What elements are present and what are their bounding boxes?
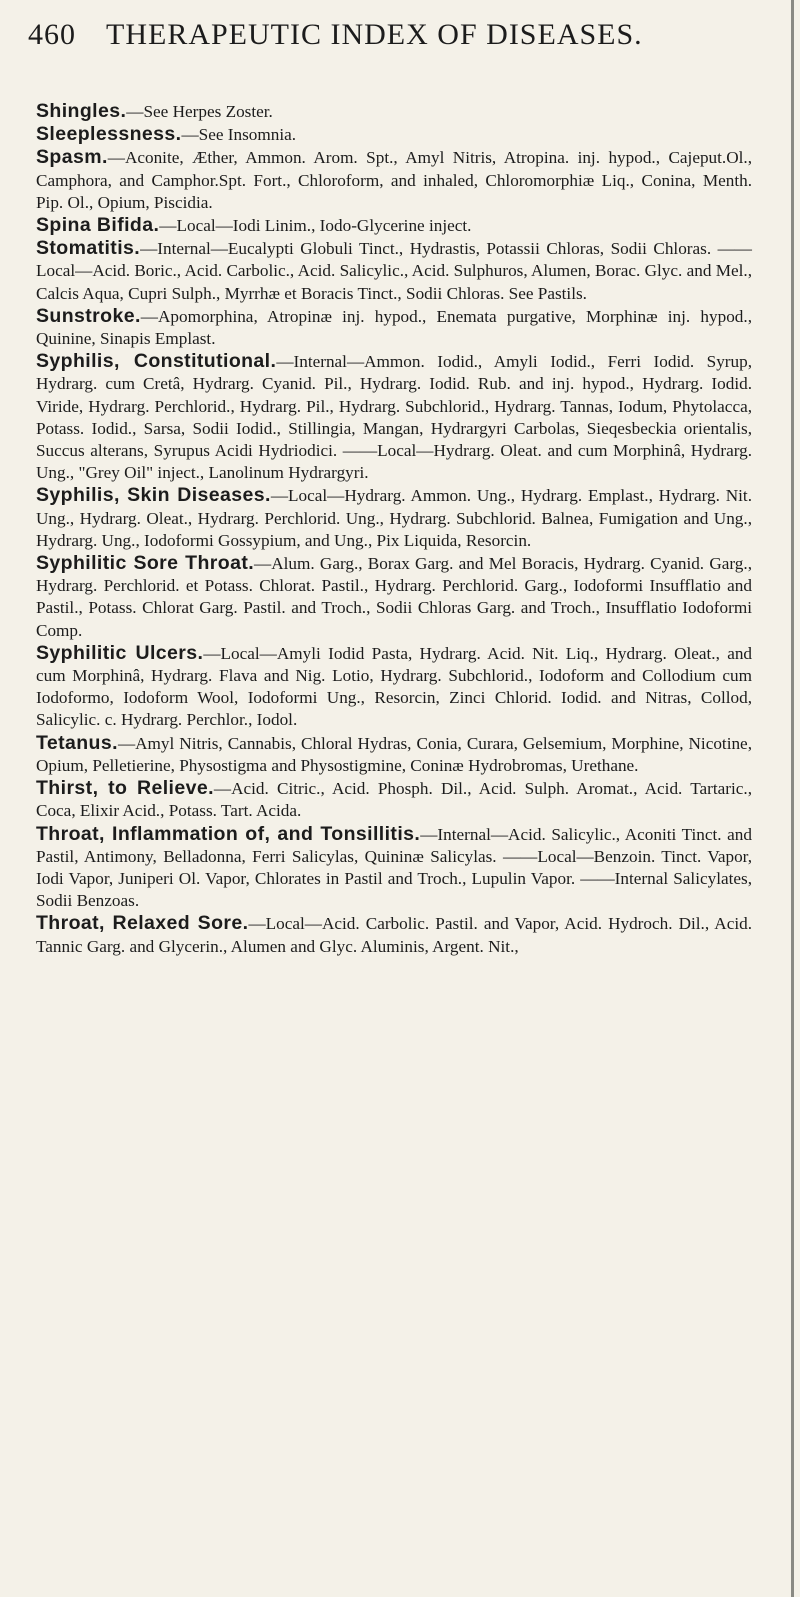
running-title: THERAPEUTIC INDEX OF DISEASES. <box>106 18 643 51</box>
index-entry <box>36 237 752 305</box>
entry-term: Stomatitis. <box>36 237 141 260</box>
entry-term: Syphilis, Skin Diseases. <box>36 484 271 507</box>
entry-text: —Acid. Citric., Acid. Phosph. Dil., Acid. Sulph. Aromat., Acid. Tartaric., Coca, Elixir Acid., Potass. Tart. Acida. <box>36 779 752 821</box>
index-entry <box>36 305 752 350</box>
entry-term: Syphilis, Constitutional. <box>36 350 277 373</box>
page-edge-rule <box>791 0 794 1597</box>
index-entry <box>36 123 752 146</box>
index-entry <box>36 732 752 777</box>
entry-text: —Apomorphina, Atropinæ inj. hypod., Enemata purgative, Morphinæ inj. hypod., Quinine, Sinapis Emplast. <box>36 306 752 349</box>
entry-term: Shingles. <box>36 100 127 122</box>
entry-text: —Amyl Nitris, Cannabis, Chloral Hydras, Conia, Curara, Gelsemium, Morphine, Nicotine, Opium, Pelletierine, Physostigma and Physostigmine, Coninæ Hydrobromas, Urethane. <box>36 733 752 775</box>
entry-term: Spina Bifida. <box>36 214 160 237</box>
entry-text: —Internal—Acid. Salicylic., Aconiti Tinct. and Pastil, Antimony, Belladonna, Ferri Salicylas, Quininæ Salicylas. ——Local—Benzoin. Tinct. Vapor, Iodi Vapor, Juniperi Ol. Vapor, Chlorates in Pastil and Troch., Lupulin Vapor. ——Internal Salicylates, Sodii Benzoas. <box>36 824 752 911</box>
entry-text: —See Insomnia. <box>181 125 297 145</box>
entry-text: —Internal—Ammon. Iodid., Amyli Iodid., Ferri Iodid. Syrup, Hydrarg. cum Cretâ, Hydrarg. Cyanid. Pil., Hydrarg. Iodid. Rub. and inj. hypod., Hydrarg. Iodid. Viride, Hydrarg. Perchlorid., Hydrarg. Pil., Hydrarg. Subchlorid., Hydrarg. Tannas, Iodum, Phytolacca, Potass. Iodid., Sarsa, Sodii Iodid., Stillingia, Mangan, Hydrargyri Carbolas, Sieqesbeckia orientalis, Succus alterans, Syrupus Acidi Hydriodici. ——Local—Hydrarg. Oleat. and cum Morphinâ, Hydrarg. Ung., "Grey Oil" inject., Lanolinum Hydrargyri. <box>36 352 752 483</box>
entry-text: —Local—Iodi Linim., Iodo-Glycerine inject. <box>159 216 472 236</box>
entry-term: Syphilitic Ulcers. <box>36 641 204 664</box>
page-number: 460 <box>28 18 76 51</box>
entry-text: —Alum. Garg., Borax Garg. and Mel Boracis, Hydrarg. Cyanid. Garg., Hydrarg. Perchlorid. et Potass. Chlorat. Pastil., Hydrarg. Perchlorid. Garg., Iodoformi Insufflatio and Pastil., Potass. Chlorat Garg. Pastil. and Troch., Sodii Chloras Garg. and Troch., Insufflatio Iodoformi Comp. <box>36 554 752 640</box>
entry-term: Throat, Relaxed Sore. <box>36 912 249 935</box>
entry-term: Tetanus. <box>36 731 118 754</box>
index-entry <box>36 214 752 237</box>
running-header <box>28 18 768 52</box>
index-entry <box>36 100 752 123</box>
entry-text: —Internal—Eucalypti Globuli Tinct., Hydrastis, Potassii Chloras, Sodii Chloras. ——Local—Acid. Boric., Acid. Carbolic., Acid. Salicylic., Acid. Sulphuros, Alumen, Borac. Glyc. and Mel., Calcis Aqua, Cupri Sulph., Myrrhæ et Boracis Tinct., Sodii Chloras. See Pastils. <box>36 239 753 303</box>
entry-text: —Local—Hydrarg. Ammon. Ung., Hydrarg. Emplast., Hydrarg. Nit. Ung., Hydrarg. Oleat., Hydrarg. Perchlorid. Ung., Hydrarg. Subchlorid. Balnea, Fumigation and Ung., Hydrarg. Ung., Iodoformi Gossypium, and Ung., Pix Liquida, Resorcin. <box>36 486 753 550</box>
index-entry <box>36 552 752 642</box>
entry-text: —Local—Amyli Iodid Pasta, Hydrarg. Acid. Nit. Liq., Hydrarg. Oleat., and cum Morphinâ, Hydrarg. Flava and Nig. Lotio, Hydrarg. Subchlorid., Iodoform and Collodium cum Iodoformo, Iodoform Wool, Iodoformi Ung., Resorcin, Zinci Chlorid. Iodid. and Nitras, Collod, Salicylic. c. Hydrarg. Perchlor., Iodol. <box>36 643 753 730</box>
index-entry <box>36 146 752 214</box>
index-entry <box>36 823 752 913</box>
entry-term: Throat, Inflammation of, and Tonsillitis. <box>36 822 421 845</box>
index-entries <box>36 100 752 958</box>
index-entry <box>36 642 752 732</box>
entry-text: —Local—Acid. Carbolic. Pastil. and Vapor, Acid. Hydroch. Dil., Acid. Tannic Garg. and Glycerin., Alumen and Glyc. Aluminis, Argent. Nit., <box>36 914 752 956</box>
entry-term: Spasm. <box>36 146 108 169</box>
index-entry <box>36 777 752 822</box>
entry-text: —See Herpes Zoster. <box>126 102 273 121</box>
index-entry <box>36 912 752 957</box>
entry-text: —Aconite, Æther, Ammon. Arom. Spt., Amyl Nitris, Atropina. inj. hypod., Cajeput.Ol., Camphora, and Camphor.Spt. Fort., Chloroform, and inhaled, Chloromorphiæ Liq., Conina, Menth. Pip. Ol., Opium, Piscidia. <box>36 148 752 212</box>
entry-term: Sunstroke. <box>36 304 141 327</box>
entry-term: Sleeplessness. <box>36 123 182 146</box>
index-entry <box>36 484 752 552</box>
index-entry <box>36 350 752 484</box>
entry-term: Thirst, to Relieve. <box>36 777 214 800</box>
entry-term: Syphilitic Sore Throat. <box>36 552 255 575</box>
